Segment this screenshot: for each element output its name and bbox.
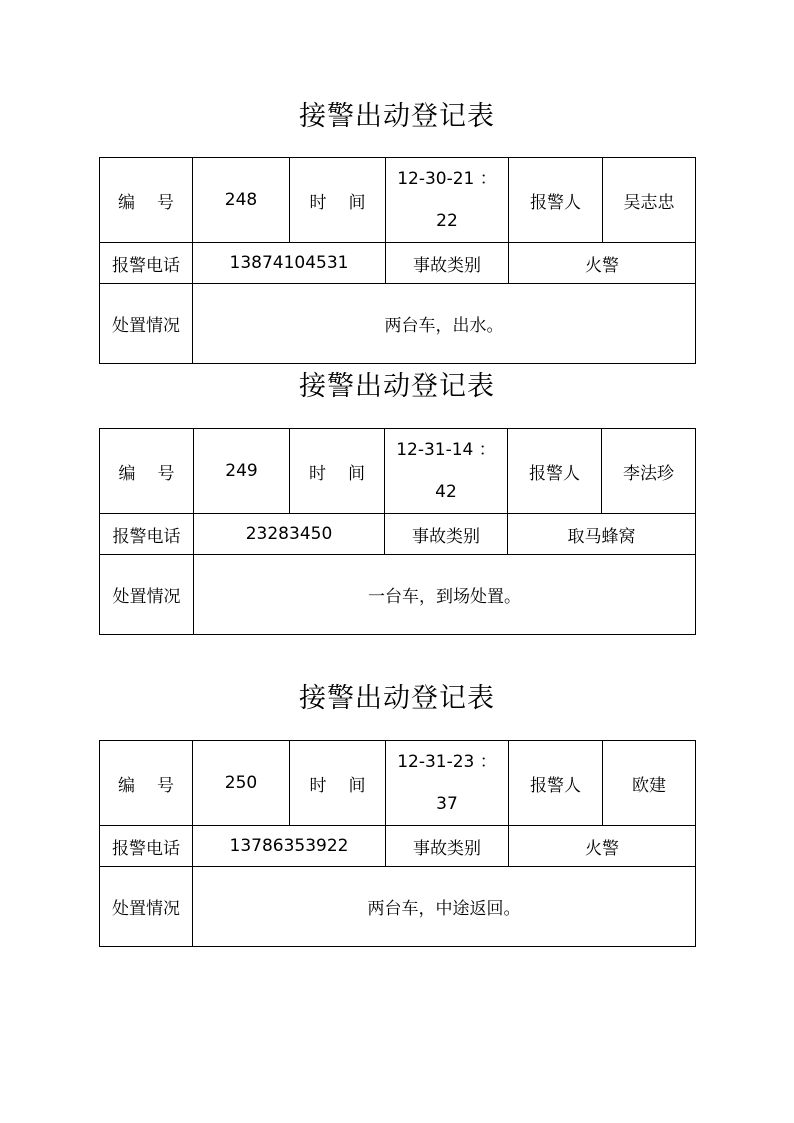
handling-value: 两台车，出水。 [193,284,696,364]
number-label: 编 号 [100,429,194,514]
reporter-value: 欧建 [603,741,696,826]
category-value: 取马蜂窝 [508,514,696,555]
category-label: 事故类别 [386,826,509,867]
time-label: 时 间 [290,158,386,243]
category-value: 火警 [509,243,696,284]
phone-value: 13874104531 [193,243,386,284]
handling-value: 一台车，到场处置。 [194,555,696,635]
phone-label: 报警电话 [100,514,194,555]
form-title: 接警出动登记表 [299,683,495,714]
number-label: 编 号 [100,158,193,243]
form-title: 接警出动登记表 [299,371,495,402]
form-title: 接警出动登记表 [299,101,495,132]
reporter-value: 吴志忠 [603,158,696,243]
time-value: 12-31-14 ： 42 [385,429,508,514]
time-label: 时 间 [290,741,386,826]
phone-value: 23283450 [194,514,385,555]
time-value: 12-30-21 ： 22 [386,158,509,243]
reporter-label: 报警人 [508,429,602,514]
time-label: 时 间 [290,429,385,514]
category-label: 事故类别 [386,243,509,284]
number-value: 250 [193,741,290,826]
number-value: 248 [193,158,290,243]
reporter-label: 报警人 [509,741,603,826]
time-value: 12-31-23 ： 37 [386,741,509,826]
number-value: 249 [194,429,290,514]
handling-value: 两台车，中途返回。 [193,867,696,947]
number-label: 编 号 [100,741,193,826]
handling-label: 处置情况 [100,555,194,635]
register-table [99,428,696,635]
handling-label: 处置情况 [100,284,193,364]
category-value: 火警 [509,826,696,867]
reporter-value: 李法珍 [602,429,696,514]
phone-value: 13786353922 [193,826,386,867]
register-table [99,740,696,947]
category-label: 事故类别 [385,514,508,555]
phone-label: 报警电话 [100,826,193,867]
reporter-label: 报警人 [509,158,603,243]
phone-label: 报警电话 [100,243,193,284]
handling-label: 处置情况 [100,867,193,947]
register-table [99,157,696,364]
